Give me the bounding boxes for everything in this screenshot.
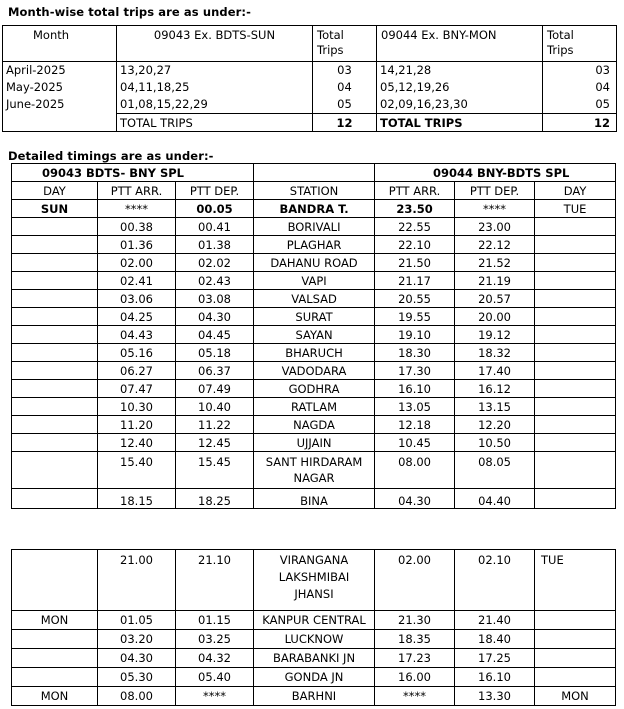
timing-arr1-cell: 08.00 — [98, 687, 176, 706]
timing-arr2-cell: 02.00 — [375, 550, 455, 611]
timings-table-continued — [11, 549, 616, 706]
timing-dep1-cell: 18.25 — [176, 489, 254, 509]
timing-dep1-cell: 10.40 — [176, 398, 254, 416]
timing-row — [12, 218, 616, 236]
timing-arr1-cell: 04.25 — [98, 308, 176, 326]
timing-dep1-cell: 05.40 — [176, 668, 254, 687]
total-trips-value-2: 12 — [543, 114, 617, 132]
timing-dep1-cell: 21.10 — [176, 550, 254, 611]
timing-day1-cell — [12, 344, 98, 362]
timing-arr2-cell: 23.50 — [375, 200, 455, 218]
timing-arr1-cell: 04.30 — [98, 649, 176, 668]
timing-station-cell: VADODARA — [254, 362, 375, 380]
timing-day2-cell — [535, 416, 616, 434]
timing-dep1-cell: 02.02 — [176, 254, 254, 272]
timing-arr1-cell: 21.00 — [98, 550, 176, 611]
col-arr-2: PTT ARR. — [375, 182, 455, 200]
timing-row — [12, 254, 616, 272]
timing-arr1-cell: 01.36 — [98, 236, 176, 254]
timing-day1-cell — [12, 434, 98, 452]
timing-day2-cell — [535, 326, 616, 344]
timing-dep2-cell: 18.32 — [455, 344, 535, 362]
timing-arr1-cell: 15.40 — [98, 452, 176, 489]
timing-row — [12, 687, 616, 706]
timing-day2-cell — [535, 630, 616, 649]
timing-arr1-cell: 01.05 — [98, 611, 176, 630]
timing-dep1-cell: 04.32 — [176, 649, 254, 668]
timing-day2-cell — [535, 398, 616, 416]
col-dep-2: PTT DEP. — [455, 182, 535, 200]
timing-day1-cell — [12, 416, 98, 434]
timing-dep1-cell: 03.25 — [176, 630, 254, 649]
timing-day2-cell: TUE — [535, 200, 616, 218]
timing-day2-cell — [535, 344, 616, 362]
timing-day1-cell: SUN — [12, 200, 98, 218]
timing-arr1-cell: 00.38 — [98, 218, 176, 236]
timing-dep1-cell: 06.37 — [176, 362, 254, 380]
timing-day2-cell — [535, 489, 616, 509]
timing-dep2-cell: 19.12 — [455, 326, 535, 344]
timing-row — [12, 550, 616, 611]
col-station: STATION — [254, 182, 375, 200]
timing-row — [12, 649, 616, 668]
timing-day1-cell — [12, 630, 98, 649]
monthly-trips-table — [2, 25, 617, 132]
timing-dep2-cell: 16.12 — [455, 380, 535, 398]
timing-arr1-cell: 05.30 — [98, 668, 176, 687]
timing-row — [12, 344, 616, 362]
timing-row — [12, 452, 616, 489]
timing-day1-cell — [12, 290, 98, 308]
timing-day2-cell — [535, 272, 616, 290]
timing-arr1-cell: 06.27 — [98, 362, 176, 380]
timing-arr1-cell: 02.00 — [98, 254, 176, 272]
timing-arr1-cell: 03.06 — [98, 290, 176, 308]
title-spacer — [254, 164, 375, 182]
total-trips-label-1: TOTAL TRIPS — [117, 114, 313, 132]
timing-row — [12, 272, 616, 290]
timing-day1-cell — [12, 398, 98, 416]
total-trips-header-2: Total Trips — [543, 26, 617, 62]
timing-day1-cell — [12, 380, 98, 398]
train2-title: 09044 BNY-BDTS SPL — [375, 164, 616, 182]
timing-station-cell: BORIVALI — [254, 218, 375, 236]
timing-station-cell: BHARUCH — [254, 344, 375, 362]
col-day-1: DAY — [12, 182, 98, 200]
timing-day2-cell — [535, 611, 616, 630]
timing-row — [12, 611, 616, 630]
timing-station-cell: KANPUR CENTRAL — [254, 611, 375, 630]
timing-dep2-cell: 21.19 — [455, 272, 535, 290]
timing-station-cell: NAGDA — [254, 416, 375, 434]
train2-header: 09044 Ex. BNY-MON — [377, 26, 543, 62]
timing-dep2-cell: 13.30 — [455, 687, 535, 706]
month-header: Month — [3, 26, 117, 62]
timing-station-cell: GODHRA — [254, 380, 375, 398]
timing-dep1-cell: 00.05 — [176, 200, 254, 218]
timing-row — [12, 236, 616, 254]
timing-station-cell: VIRANGANA LAKSHMIBAI JHANSI — [254, 550, 375, 611]
timing-arr2-cell: 13.05 — [375, 398, 455, 416]
timing-day1-cell — [12, 550, 98, 611]
timing-day2-cell — [535, 649, 616, 668]
timing-arr2-cell: 16.00 — [375, 668, 455, 687]
timing-dep2-cell: 17.25 — [455, 649, 535, 668]
timing-day1-cell: MON — [12, 687, 98, 706]
timing-dep2-cell: 20.00 — [455, 308, 535, 326]
timing-dep1-cell: 15.45 — [176, 452, 254, 489]
timing-station-cell: DAHANU ROAD — [254, 254, 375, 272]
timing-day1-cell — [12, 308, 98, 326]
timing-arr2-cell: 18.35 — [375, 630, 455, 649]
timing-dep1-cell: 12.45 — [176, 434, 254, 452]
timing-dep1-cell: 00.41 — [176, 218, 254, 236]
timings-table — [11, 163, 616, 509]
timing-arr2-cell: 18.30 — [375, 344, 455, 362]
timing-arr2-cell: 21.30 — [375, 611, 455, 630]
timing-dep2-cell: 23.00 — [455, 218, 535, 236]
detailed-timings-heading: Detailed timings are as under:- — [8, 149, 214, 163]
timing-row — [12, 290, 616, 308]
timing-dep2-cell: 04.40 — [455, 489, 535, 509]
timing-dep1-cell: 05.18 — [176, 344, 254, 362]
timing-dep1-cell: 11.22 — [176, 416, 254, 434]
timing-dep1-cell: **** — [176, 687, 254, 706]
timing-arr2-cell: 17.23 — [375, 649, 455, 668]
train1-header: 09043 Ex. BDTS-SUN — [117, 26, 313, 62]
timing-arr1-cell: 02.41 — [98, 272, 176, 290]
timing-dep2-cell: 21.40 — [455, 611, 535, 630]
timing-dep1-cell: 01.38 — [176, 236, 254, 254]
trips-header-row — [3, 26, 617, 62]
timing-station-cell: LUCKNOW — [254, 630, 375, 649]
timing-dep2-cell: 17.40 — [455, 362, 535, 380]
timing-arr1-cell: 07.47 — [98, 380, 176, 398]
timing-day2-cell — [535, 668, 616, 687]
timing-day1-cell: MON — [12, 611, 98, 630]
timing-arr1-cell: **** — [98, 200, 176, 218]
timing-row — [12, 200, 616, 218]
total-trips-label-2: TOTAL TRIPS — [377, 114, 543, 132]
timing-station-cell: GONDA JN — [254, 668, 375, 687]
timing-dep2-cell: 13.15 — [455, 398, 535, 416]
timing-dep1-cell: 01.15 — [176, 611, 254, 630]
timing-day1-cell — [12, 254, 98, 272]
timing-dep1-cell: 02.43 — [176, 272, 254, 290]
train1-title: 09043 BDTS- BNY SPL — [12, 164, 254, 182]
timing-arr2-cell: 12.18 — [375, 416, 455, 434]
timing-arr2-cell: 21.17 — [375, 272, 455, 290]
timing-day1-cell — [12, 218, 98, 236]
timing-arr2-cell: 10.45 — [375, 434, 455, 452]
timing-arr1-cell: 18.15 — [98, 489, 176, 509]
timing-station-cell: SANT HIRDARAM NAGAR — [254, 452, 375, 489]
timing-day2-cell — [535, 452, 616, 489]
timing-day1-cell — [12, 362, 98, 380]
train-title-row — [12, 164, 616, 182]
timing-day2-cell — [535, 218, 616, 236]
timing-arr1-cell: 05.16 — [98, 344, 176, 362]
timing-arr2-cell: 19.10 — [375, 326, 455, 344]
timing-station-cell: PLAGHAR — [254, 236, 375, 254]
timing-dep1-cell: 07.49 — [176, 380, 254, 398]
timing-station-cell: RATLAM — [254, 398, 375, 416]
timing-station-cell: SAYAN — [254, 326, 375, 344]
timing-station-cell: BARHNI — [254, 687, 375, 706]
timing-day1-cell — [12, 452, 98, 489]
timing-day2-cell — [535, 434, 616, 452]
timing-row — [12, 630, 616, 649]
timing-arr2-cell: 19.55 — [375, 308, 455, 326]
timing-dep2-cell: 22.12 — [455, 236, 535, 254]
timing-row — [12, 489, 616, 509]
timing-day2-cell: MON — [535, 687, 616, 706]
timing-arr2-cell: 04.30 — [375, 489, 455, 509]
timing-day1-cell — [12, 668, 98, 687]
timing-row — [12, 668, 616, 687]
train1-totals-cell: 03 04 05 — [313, 62, 377, 114]
timing-day2-cell — [535, 308, 616, 326]
timing-dep1-cell: 04.45 — [176, 326, 254, 344]
timing-day1-cell — [12, 489, 98, 509]
timing-day1-cell — [12, 272, 98, 290]
timing-day2-cell — [535, 362, 616, 380]
timing-arr2-cell: 20.55 — [375, 290, 455, 308]
train2-totals-cell: 03 04 05 — [543, 62, 617, 114]
timing-station-cell: BINA — [254, 489, 375, 509]
timing-arr1-cell: 04.43 — [98, 326, 176, 344]
timing-station-cell: BANDRA T. — [254, 200, 375, 218]
timing-arr2-cell: 22.55 — [375, 218, 455, 236]
total-trips-value-1: 12 — [313, 114, 377, 132]
timing-day2-cell — [535, 290, 616, 308]
timing-day2-cell — [535, 236, 616, 254]
timing-station-cell: UJJAIN — [254, 434, 375, 452]
timing-dep2-cell: 02.10 — [455, 550, 535, 611]
timing-row — [12, 380, 616, 398]
timing-station-cell: VALSAD — [254, 290, 375, 308]
timing-arr1-cell: 12.40 — [98, 434, 176, 452]
timing-dep2-cell: 16.10 — [455, 668, 535, 687]
timing-arr2-cell: **** — [375, 687, 455, 706]
timing-day2-cell — [535, 254, 616, 272]
timing-arr2-cell: 21.50 — [375, 254, 455, 272]
timing-day2-cell: TUE — [535, 550, 616, 611]
timing-row — [12, 398, 616, 416]
timing-station-cell: SURAT — [254, 308, 375, 326]
timing-dep2-cell: 12.20 — [455, 416, 535, 434]
timing-arr1-cell: 10.30 — [98, 398, 176, 416]
timing-arr2-cell: 22.10 — [375, 236, 455, 254]
timing-arr2-cell: 16.10 — [375, 380, 455, 398]
timing-day1-cell — [12, 236, 98, 254]
timing-row — [12, 416, 616, 434]
timing-dep2-cell: 08.05 — [455, 452, 535, 489]
timing-day2-cell — [535, 380, 616, 398]
col-dep-1: PTT DEP. — [176, 182, 254, 200]
timing-dep2-cell: 18.40 — [455, 630, 535, 649]
timing-row — [12, 308, 616, 326]
timing-arr1-cell: 11.20 — [98, 416, 176, 434]
timing-dep1-cell: 03.08 — [176, 290, 254, 308]
col-day-2: DAY — [535, 182, 616, 200]
timing-arr2-cell: 17.30 — [375, 362, 455, 380]
train1-dates-cell: 13,20,27 04,11,18,25 01,08,15,22,29 — [117, 62, 313, 114]
total-trips-header-1: Total Trips — [313, 26, 377, 62]
timing-station-cell: BARABANKI JN — [254, 649, 375, 668]
trips-data-row — [3, 62, 617, 114]
timing-station-cell: VAPI — [254, 272, 375, 290]
timing-dep2-cell: 21.52 — [455, 254, 535, 272]
timing-row — [12, 434, 616, 452]
timing-arr2-cell: 08.00 — [375, 452, 455, 489]
timing-dep1-cell: 04.30 — [176, 308, 254, 326]
timing-row — [12, 326, 616, 344]
train2-dates-cell: 14,21,28 05,12,19,26 02,09,16,23,30 — [377, 62, 543, 114]
timing-day1-cell — [12, 326, 98, 344]
timing-dep2-cell: 10.50 — [455, 434, 535, 452]
timing-dep2-cell: 20.57 — [455, 290, 535, 308]
month-wise-heading: Month-wise total trips are as under:- — [8, 5, 251, 19]
timing-row — [12, 362, 616, 380]
col-arr-1: PTT ARR. — [98, 182, 176, 200]
timing-dep2-cell: **** — [455, 200, 535, 218]
months-cell: April-2025 May-2025 June-2025 — [3, 62, 117, 132]
timing-day1-cell — [12, 649, 98, 668]
timing-arr1-cell: 03.20 — [98, 630, 176, 649]
column-header-row — [12, 182, 616, 200]
